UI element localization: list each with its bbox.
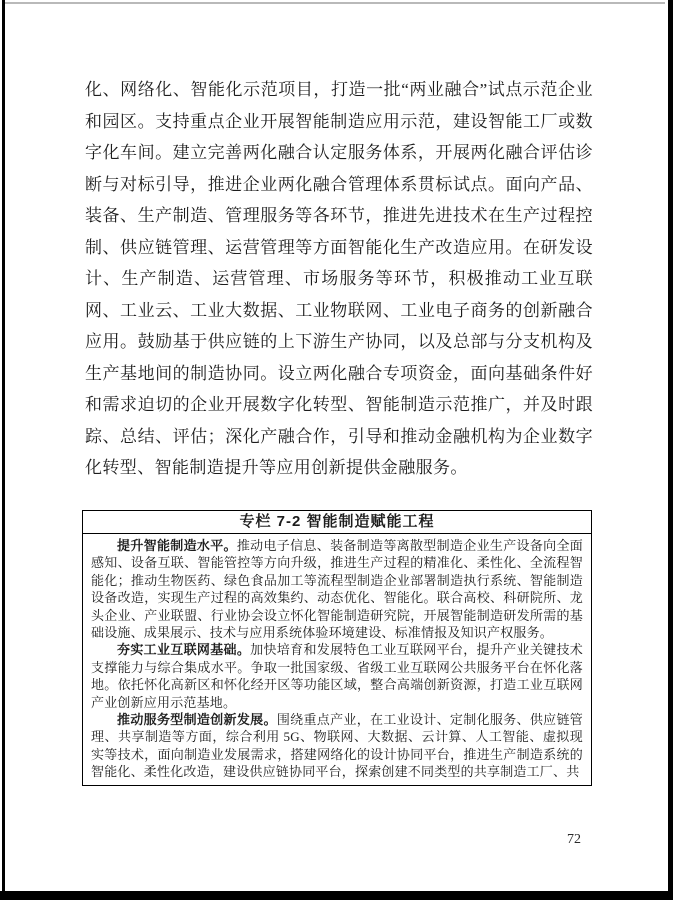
box-paragraph-service-manufacturing — [91, 711, 583, 781]
box-paragraph-lead: 推动服务型制造创新发展。 — [117, 712, 277, 728]
column-box-body — [83, 534, 591, 785]
box-paragraph-smart-manufacturing — [91, 537, 583, 641]
box-paragraph-industrial-internet — [91, 641, 583, 711]
page-number: 72 — [567, 832, 581, 847]
body-paragraph: 化、网络化、智能化示范项目，打造一批“两业融合”试点示范企业和园区。支持重点企业开展智能制造应用示范，建设智能工厂或数字化车间。建立完善两化融合认定服务体系，开展两化融合评估诊断与对标引导，推进企业两化融合管理体系贯标试点。面向产品、装备、生产制造、管理服务等各环节，推进先进技术在生产过程控制、供应链管理、运营管理等方面智能化生产改造应用。在研发设计、生产制造、运营管理、市场服务等环节，积极推动工业互联网、工业云、工业大数据、工业物联网、工业电子商务的创新融合应用。鼓励基于供应链的上下游生产协同，以及总部与分支机构及生产基地间的制造协同。设立两化融合专项资金，面向基础条件好和需求迫切的企业开展数字化转型、智能制造示范推广，并及时跟踪、总结、评估；深化产融合作，引导和推动金融机构为企业数字化转型、智能制造提升等应用创新提供金融服务。 — [85, 80, 593, 477]
scan-edge-bottom — [0, 891, 673, 900]
column-box — [82, 510, 592, 786]
column-box-title: 专栏 7-2 智能制造赋能工程 — [83, 511, 591, 534]
box-paragraph-text: 围绕重点产业，在工业设计、定制化服务、供应链管理、共享制造等方面，综合利用 5G、物联网、大数据、云计算、人工智能、虚拟现实等技术，面向制造业发展需求，搭建网络化的设计协同平台，推进生产制造系统的智能化、柔性化改造，建设供应链协同平台，探索创建不同类型的共享制造工厂、共 — [91, 712, 583, 780]
scan-edge-top — [5, 2, 665, 4]
scan-edge-left — [2, 0, 5, 900]
scan-edge-right — [668, 0, 673, 900]
box-paragraph-lead: 夯实工业互联网基础。 — [117, 642, 251, 658]
box-paragraph-text: 推动电子信息、装备制造等离散型制造企业生产设备向全面感知、设备互联、智能管控等方向升级，推进生产过程的精准化、柔性化、全流程智能化；推动生物医药、绿色食品加工等流程型制造企业部署制造执行系统、智能制造设备改造，实现生产过程的高效集约、动态优化、智能化。联合高校、科研院所、龙头企业、产业联盟、行业协会设立怀化智能制造研究院，开展智能制造研发所需的基础设施、成果展示、技术与应用系统体验环境建设、标准情报及知识产权服务。 — [91, 538, 583, 641]
box-paragraph-lead: 提升智能制造水平。 — [117, 538, 237, 553]
box-paragraph-text: 加快培育和发展特色工业互联网平台，提升产业关键技术支撑能力与综合集成水平。争取一批国家级、省级工业互联网公共服务平台在怀化落地。依托怀化高新区和怀化经开区等功能区域，整合高端创新资源，打造工业互联网产业创新应用示范基地。 — [91, 642, 583, 710]
